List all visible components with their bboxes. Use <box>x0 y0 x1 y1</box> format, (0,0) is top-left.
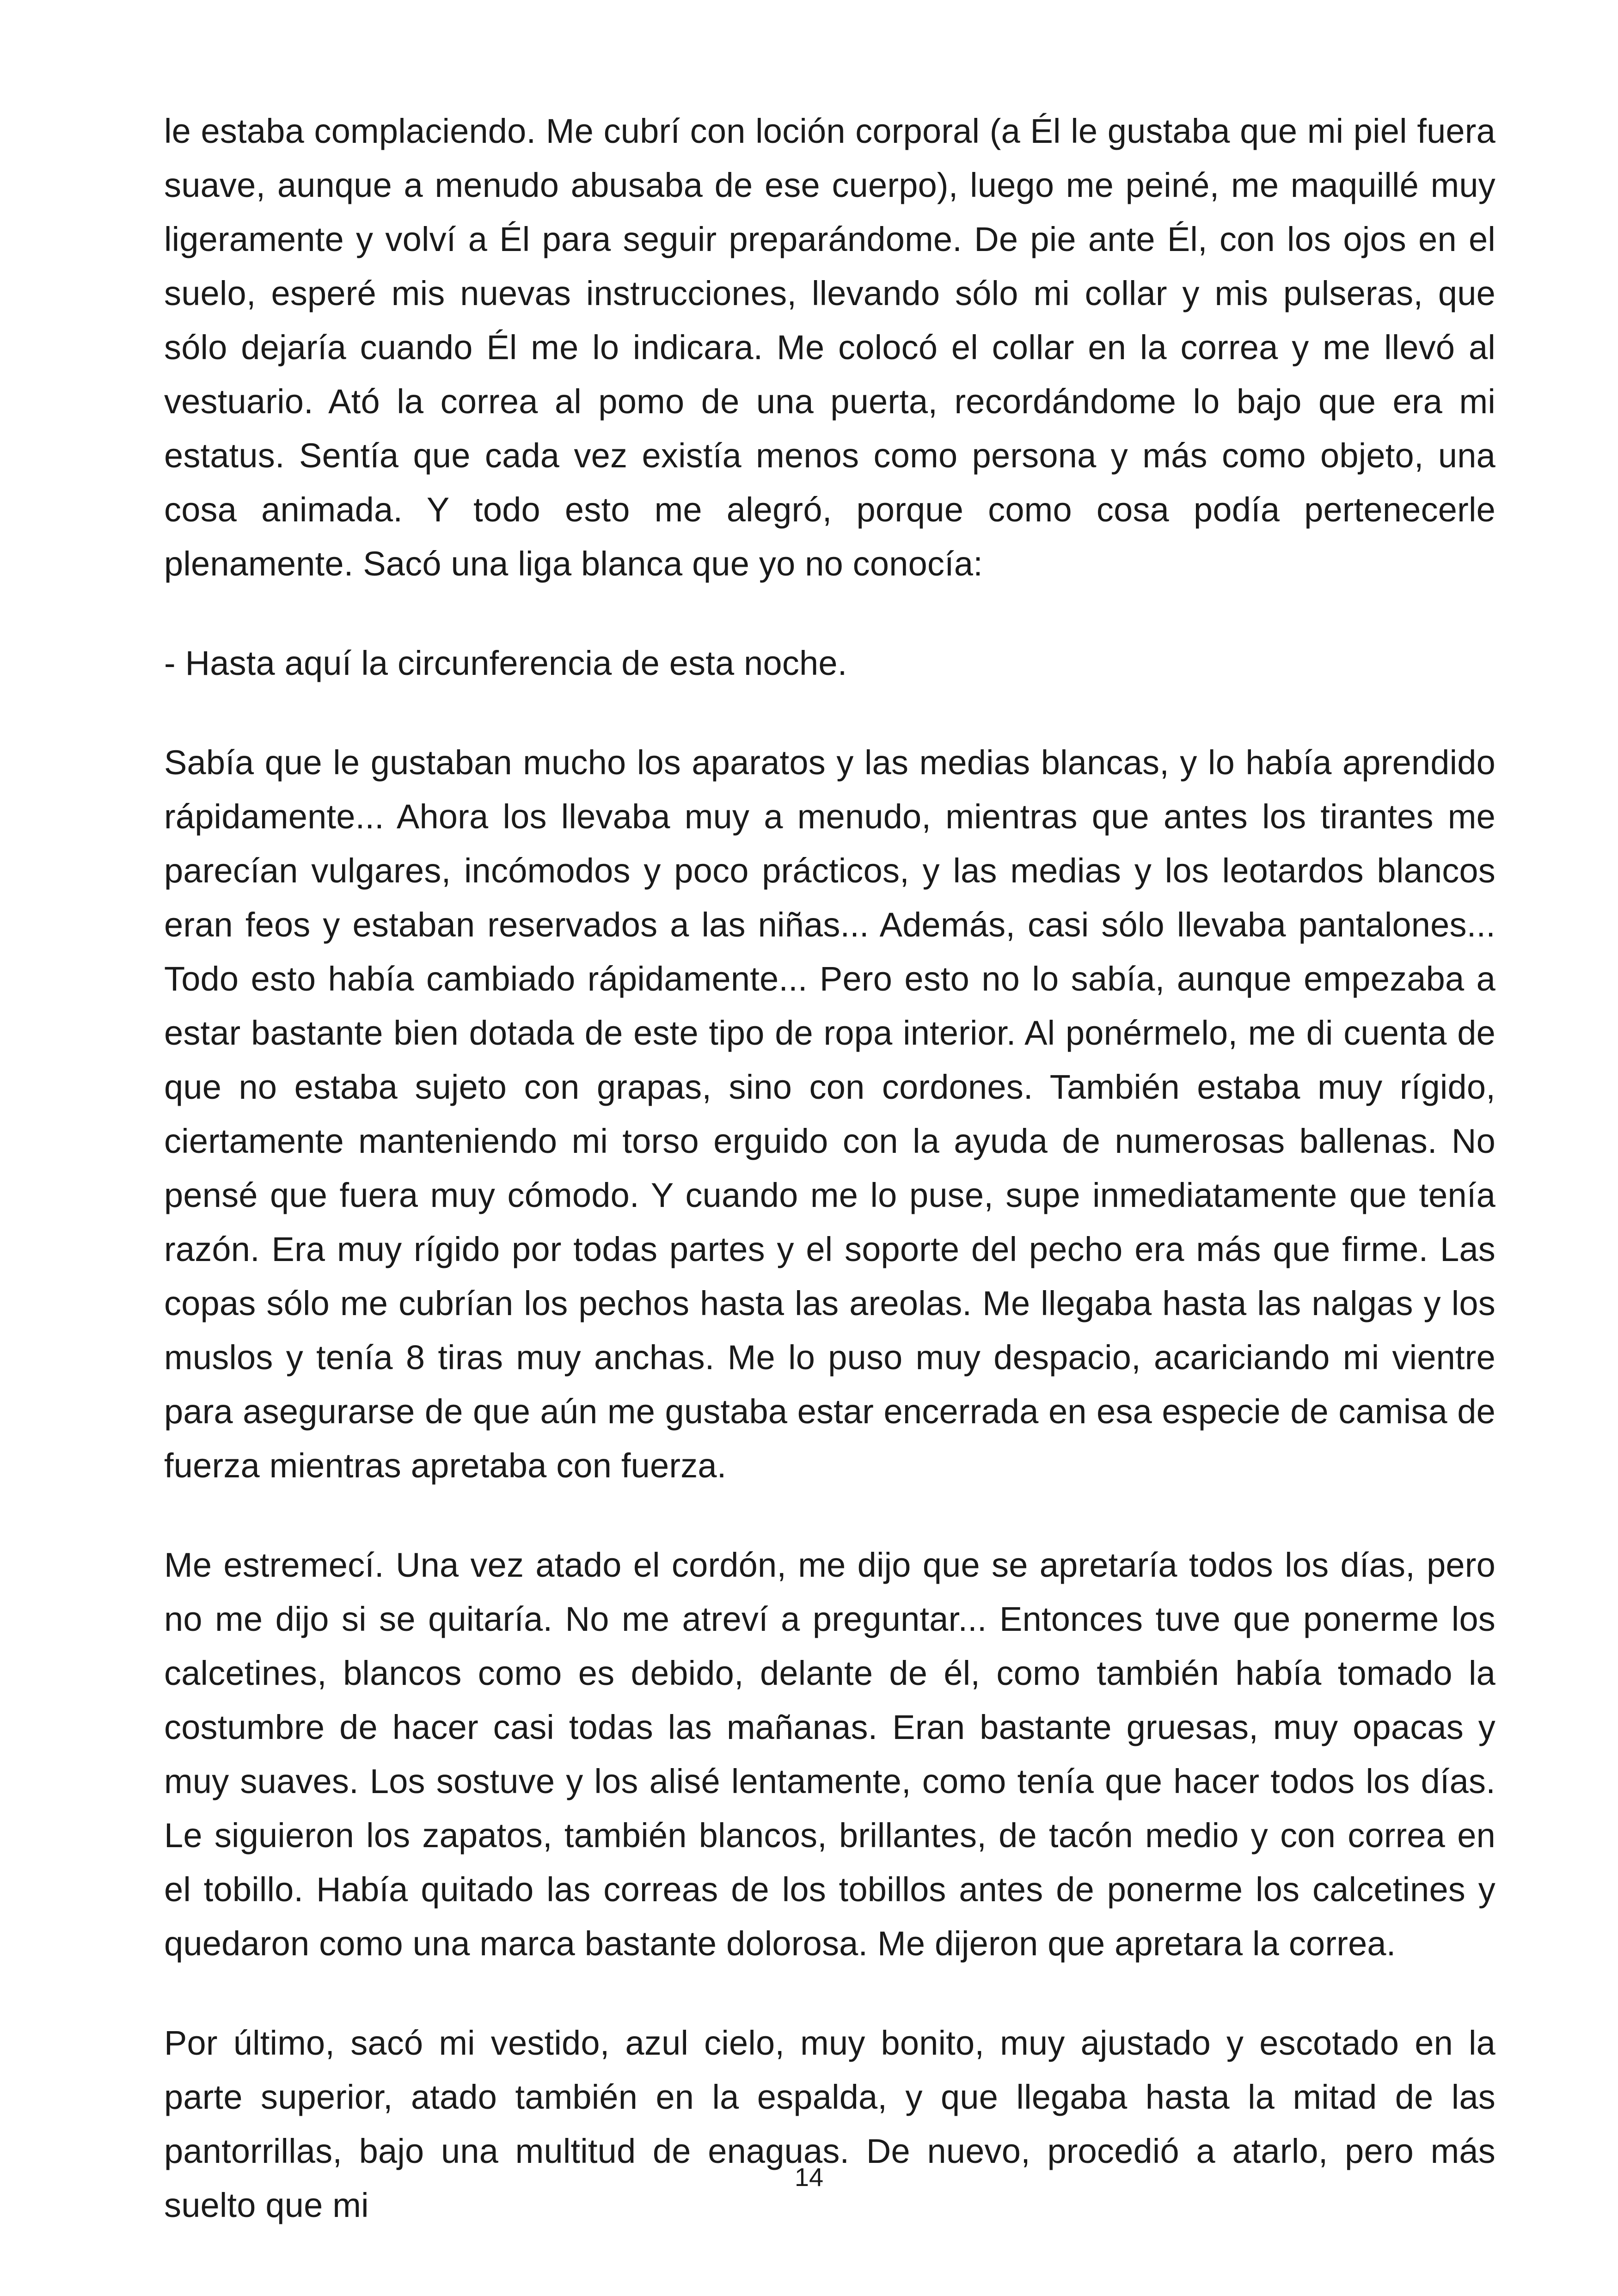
paragraph-5: Por último, sacó mi vestido, azul cielo, muy bonito, muy ajustado y escotado en la parte superior, atado también en la espalda, y que llegaba hasta la mitad de las pantorrillas, bajo una multitud de enaguas. De nuevo, procedió a atarlo, pero más suelto que mi <box>164 2024 1495 2224</box>
paragraph-1: le estaba complaciendo. Me cubrí con loción corporal (a Él le gustaba que mi piel fuera suave, aunque a menudo abusaba de ese cuerpo), luego me peiné, me maquillé muy ligeramente y volví a Él para seguir preparándome. De pie ante Él, con los ojos en el suelo, esperé mis nuevas instrucciones, llevando sólo mi collar y mis pulseras, que sólo dejaría cuando Él me lo indicara. Me colocó el collar en la correa y me llevó al vestuario. Ató la correa al pomo de una puerta, recordándome lo bajo que era mi estatus. Sentía que cada vez existía menos como persona y más como objeto, una cosa animada. Y todo esto me alegró, porque como cosa podía pertenecerle plenamente. Sacó una liga blanca que yo no conocía: <box>164 112 1495 583</box>
paragraph-dialogue: - Hasta aquí la circunferencia de esta noche. <box>164 644 847 682</box>
paragraph-3: Sabía que le gustaban mucho los aparatos y las medias blancas, y lo había aprendido rápidamente... Ahora los llevaba muy a menudo, mientras que antes los tirantes me parecían vulgares, incómodos y poco prácticos, y las medias y los leotardos blancos eran feos y estaban reservados a las niñas... Además, casi sólo llevaba pantalones... Todo esto había cambiado rápidamente... Pero esto no lo sabía, aunque empezaba a estar bastante bien dotada de este tipo de ropa interior. Al ponérmelo, me di cuenta de que no estaba sujeto con grapas, sino con cordones. También estaba muy rígido, ciertamente manteniendo mi torso erguido con la ayuda de numerosas ballenas. No pensé que fuera muy cómodo. Y cuando me lo puse, supe inmediatamente que tenía razón. Era muy rígido por todas partes y el soporte del pecho era más que firme. Las copas sólo me cubrían los pechos hasta las areolas. Me llegaba hasta las nalgas y los muslos y tenía 8 tiras muy anchas. Me lo puso muy despacio, acariciando mi vientre para asegurarse de que aún me gustaba estar encerrada en esa especie de camisa de fuerza mientras apretaba con fuerza. <box>164 743 1495 1485</box>
page-number: 14 <box>794 2162 824 2192</box>
paragraph-4: Me estremecí. Una vez atado el cordón, me dijo que se apretaría todos los días, pero no me dijo si se quitaría. No me atreví a preguntar... Entonces tuve que ponerme los calcetines, blancos como es debido, delante de él, como también había tomado la costumbre de hacer casi todas las mañanas. Eran bastante gruesas, muy opacas y muy suaves. Los sostuve y los alisé lentamente, como tenía que hacer todos los días. Le siguieron los zapatos, también blancos, brillantes, de tacón medio y con correa en el tobillo. Había quitado las correas de los tobillos antes de ponerme los calcetines y quedaron como una marca bastante dolorosa. Me dijeron que apretara la correa. <box>164 1546 1495 1963</box>
page-body <box>164 104 1495 2278</box>
